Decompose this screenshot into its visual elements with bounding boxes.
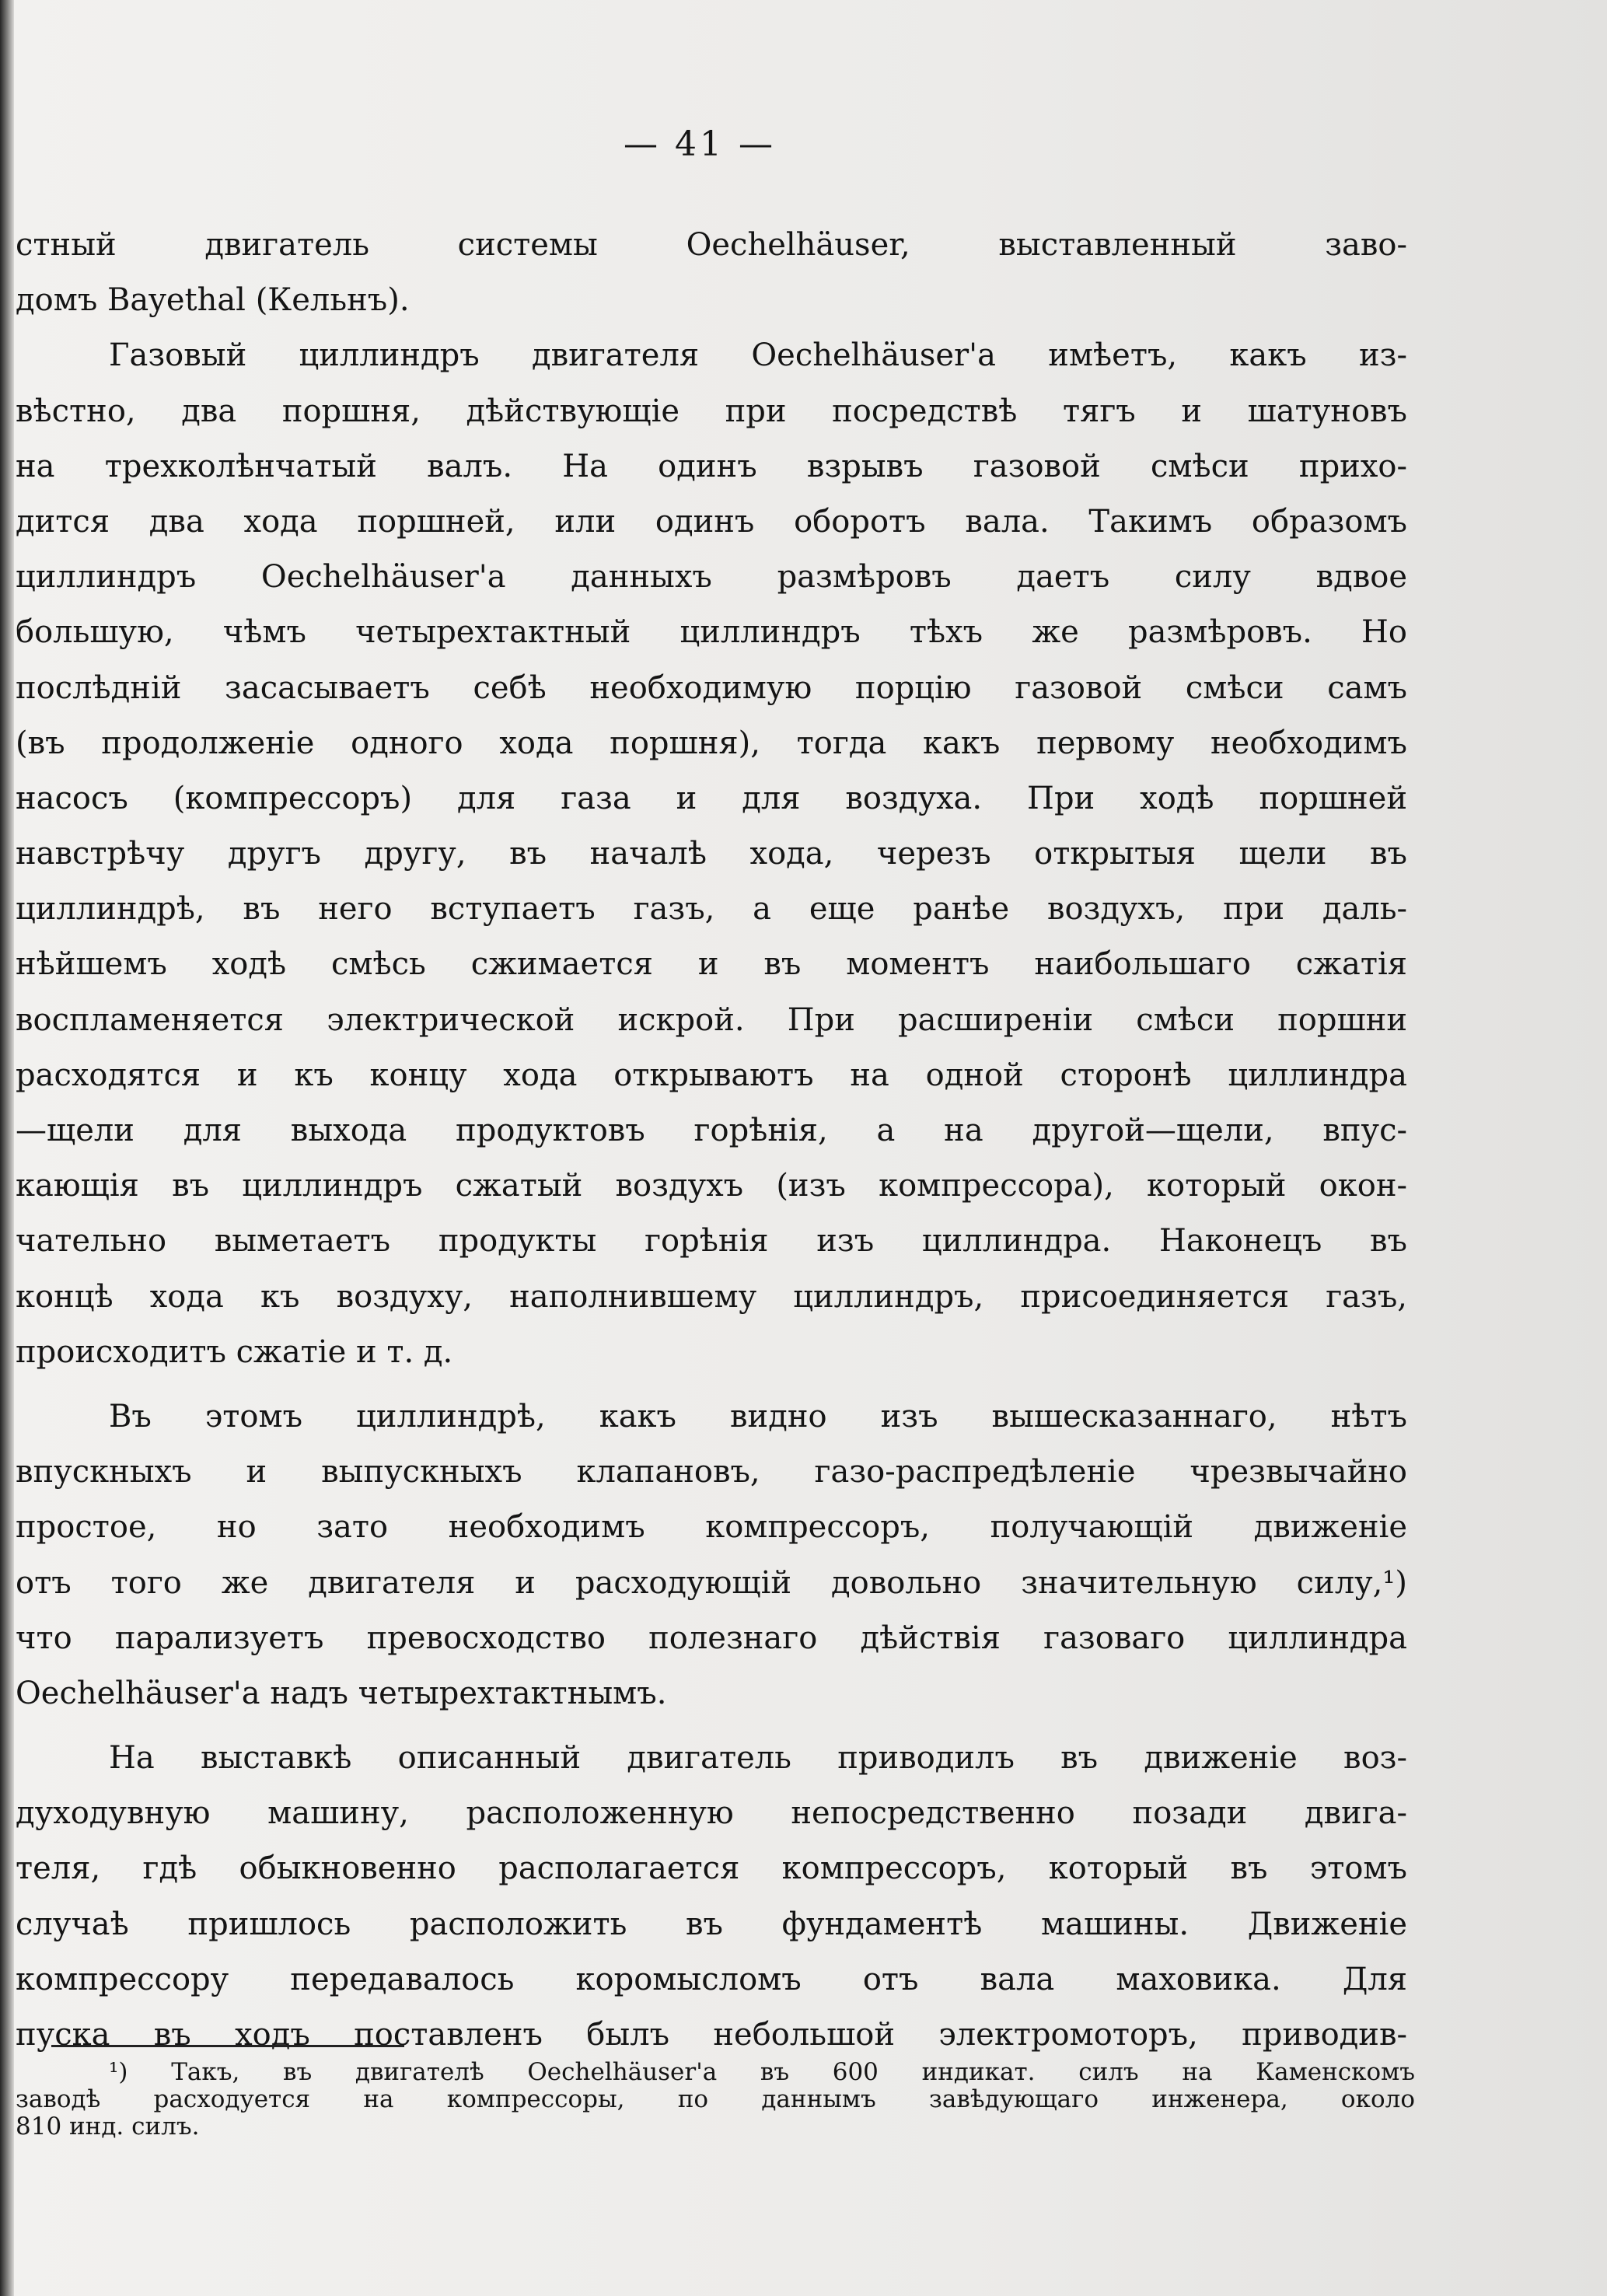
text-line: отъ того же двигателя и расходующій довольно значительную силу,¹) [16, 1564, 1407, 1601]
text-line: воспламеняется электрической искрой. При расширеніи смѣси поршни [16, 1001, 1407, 1038]
text-line: насосъ (компрессоръ) для газа и для воздуха. При ходѣ поршней [16, 780, 1407, 816]
page-number: — 41 — [624, 124, 776, 164]
text-line: Газовый циллиндръ двигателя Oechelhäuser'а имѣетъ, какъ из- [109, 337, 1407, 374]
text-line: случаѣ пришлось расположить въ фундаментѣ машины. Движеніе [16, 1906, 1407, 1942]
paragraph-gap [16, 1721, 1407, 1731]
text-line: кающія въ циллиндръ сжатый воздухъ (изъ компрессора), который окон- [16, 1168, 1407, 1204]
text-line: большую, чѣмъ четырехтактный циллиндръ тѣхъ же размѣровъ. Но [16, 614, 1407, 651]
text-line: чательно выметаетъ продукты горѣнія изъ циллиндра. Наконецъ въ [16, 1223, 1407, 1260]
text-line: стный двигатель системы Oechelhäuser, выставленный заво- [16, 227, 1407, 263]
text-line: расходятся и къ концу хода открываютъ на одной сторонѣ циллиндра [16, 1057, 1407, 1093]
text-line: пуска въ ходъ поставленъ былъ небольшой электромоторъ, приводив- [16, 2017, 1407, 2053]
text-line: духодувную машину, расположенную непосредственно позади двига- [16, 1795, 1407, 1832]
text-line: дится два хода поршней, или одинъ оборотъ вала. Такимъ образомъ [16, 503, 1407, 540]
text-line: нѣйшемъ ходѣ смѣсь сжимается и въ моментъ наибольшаго сжатія [16, 946, 1407, 983]
text-line: циллиндръ Oechelhäuser'а данныхъ размѣровъ даетъ силу вдвое [16, 559, 1407, 596]
text-line: домъ Bayethal (Кельнъ). [16, 282, 410, 319]
paragraph-gap [16, 1380, 1407, 1389]
text-line: На выставкѣ описанный двигатель приводилъ въ движеніе воз- [109, 1740, 1407, 1777]
footnote-line: ¹) Такъ, въ двигателѣ Oechelhäuser'а въ 600 индикат. силъ на Каменскомъ [109, 2059, 1415, 2086]
footnote-line: заводѣ расходуется на компрессоры, по даннымъ завѣдующаго инженера, около [16, 2086, 1415, 2113]
text-line: вѣстно, два поршня, дѣйствующіе при посредствѣ тягъ и шатуновъ [16, 393, 1407, 429]
paragraph-4 [16, 1731, 1407, 2063]
text-line: Oechelhäuser'а надъ четырехтактнымъ. [16, 1675, 667, 1711]
text-line: компрессору передавалось коромысломъ отъ вала маховика. Для [16, 1961, 1407, 1997]
text-line: простое, но зато необходимъ компрессоръ, получающій движеніе [16, 1509, 1407, 1546]
text-line: происходитъ сжатіе и т. д. [16, 1333, 453, 1370]
body-text [16, 218, 1407, 2063]
text-line: концѣ хода къ воздуху, наполнившему циллиндръ, присоединяется газъ, [16, 1278, 1407, 1315]
text-line: послѣдній засасываетъ себѣ необходимую порцію газовой смѣси самъ [16, 669, 1407, 706]
paragraph-1 [16, 218, 1407, 328]
footnote-line: 810 инд. силъ. [16, 2113, 200, 2140]
footnote [16, 2059, 1415, 2140]
paragraph-3 [16, 1389, 1407, 1721]
text-line: —щели для выхода продуктовъ горѣнія, а на другой—щели, впус- [16, 1113, 1407, 1148]
book-gutter-shadow [0, 0, 14, 2296]
text-line: впускныхъ и выпускныхъ клапановъ, газо-распредѣленіе чрезвычайно [16, 1454, 1407, 1490]
text-line: навстрѣчу другъ другу, въ началѣ хода, черезъ открытыя щели въ [16, 836, 1407, 872]
text-line: теля, гдѣ обыкновенно располагается компрессоръ, который въ этомъ [16, 1850, 1407, 1887]
footnote-divider [51, 2045, 404, 2047]
text-line: на трехколѣнчатый валъ. На одинъ взрывъ газовой смѣси прихо- [16, 448, 1407, 484]
text-line: что парализуетъ превосходство полезнаго дѣйствія газоваго циллиндра [16, 1620, 1407, 1656]
text-line: циллиндрѣ, въ него вступаетъ газъ, а еще ранѣе воздухъ, при даль- [16, 891, 1407, 928]
text-line: (въ продолженіе одного хода поршня), тогда какъ первому необходимъ [16, 725, 1407, 761]
paragraph-2 [16, 328, 1407, 1380]
text-line: Въ этомъ циллиндрѣ, какъ видно изъ вышесказаннаго, нѣтъ [109, 1398, 1407, 1435]
